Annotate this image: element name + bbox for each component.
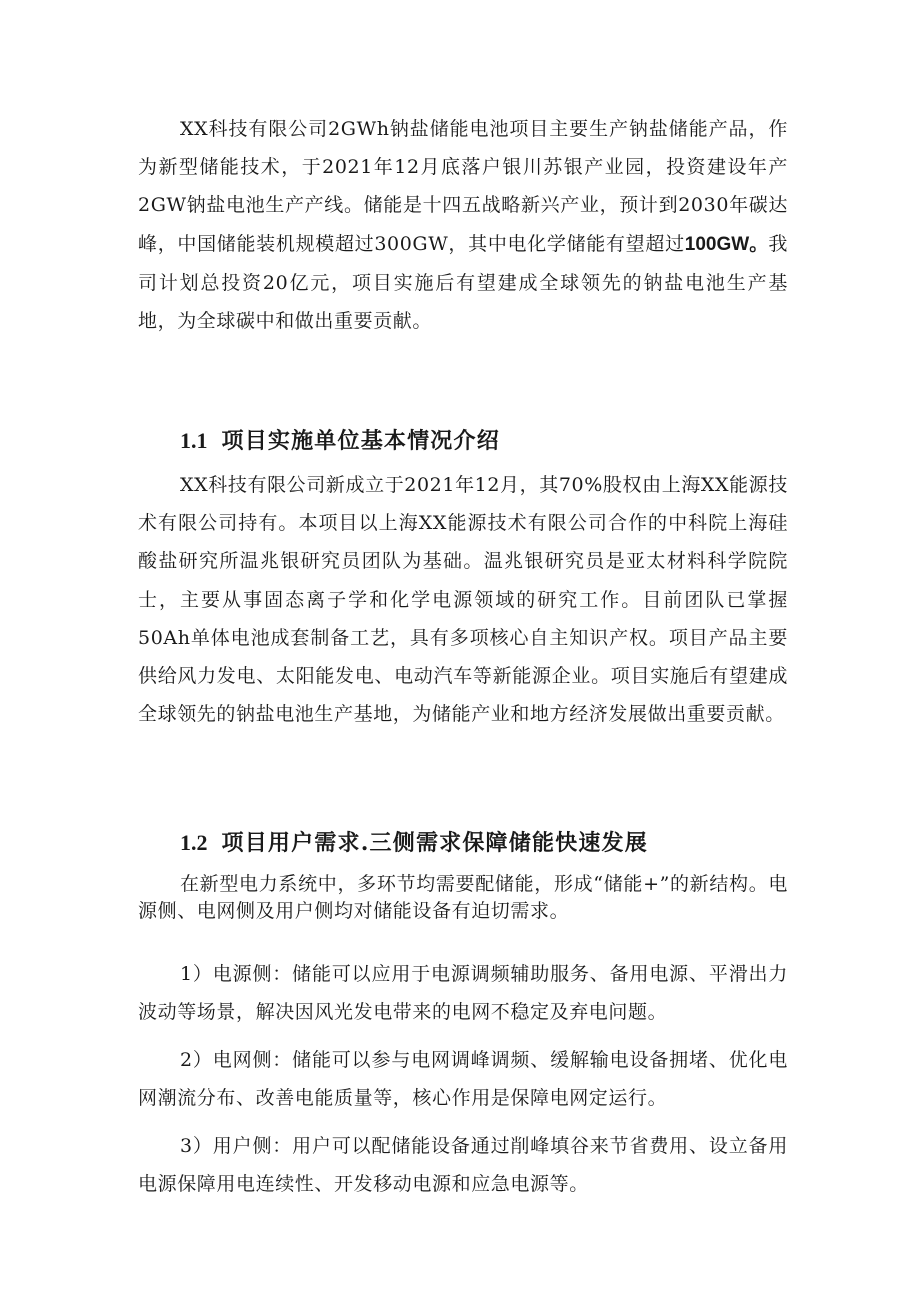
section-1-1-number: 1.1	[180, 428, 208, 453]
list-item-power-side: 1）电源侧：储能可以应用于电源调频辅助服务、备用电源、平滑出力波动等场景，解决因风光发电带来的电网不稳定及弃电问题。	[138, 963, 788, 1024]
section-1-2-intro: 在新型电力系统中，多环节均需要配储能，形成“储能+”的新结构。电源侧、电网侧及用户侧均对储能设备有迫切需求。	[138, 873, 788, 922]
section-1-1-title: 项目实施单位基本情况介绍	[221, 428, 500, 454]
intro-text-start: XX科技有限公司2GWh钠盐储能电池项目主要生产钠盐储能产品，作为新型储能技术，于2021年12月底落户银川苏银产业园，投资建设年产2GW钠盐电池生产产线。储能是十四五战略新兴产业，预计到2030年碳达峰，中国储能装机规模超过300GW，其中电化学储能有望超过	[138, 118, 788, 255]
section-1-2-number: 1.2	[180, 830, 208, 855]
section-1-1-body: XX科技有限公司新成立于2021年12月，其70%股权由上海XX能源技术有限公司持有。本项目以上海XX能源技术有限公司合作的中科院上海硅酸盐研究所温兆银研究员团队为基础。温兆银研究员是亚太材料科学院院士，主要从事固态离子学和化学电源领域的研究工作。目前团队已掌握50Ah单体电池成套制备工艺，具有多项核心自主知识产权。项目产品主要供给风力发电、太阳能发电、电动汽车等新能源企业。项目实施后有望建成全球领先的钠盐电池生产基地，为储能产业和地方经济发展做出重要贡献。	[138, 474, 788, 726]
section-1-2-title: 项目用户需求.三侧需求保障储能快速发展	[221, 830, 648, 856]
section-1-1-heading	[180, 424, 800, 455]
intro-paragraph	[138, 110, 788, 340]
intro-bold-figure: 100GW。	[684, 233, 769, 255]
list-item-user-side: 3）用户侧：用户可以配储能设备通过削峰填谷来节省费用、设立备用电源保障用电连续性、开发移动电源和应急电源等。	[138, 1135, 788, 1196]
intro-text-end: 我司计划总投资20亿元，项目实施后有望建成全球领先的钠盐电池生产基地，为全球碳中和做出重要贡献。	[138, 232, 788, 333]
section-1-2-heading	[180, 826, 800, 857]
list-item-grid-side: 2）电网侧：储能可以参与电网调峰调频、缓解输电设备拥堵、优化电网潮流分布、改善电能质量等，核心作用是保障电网定运行。	[138, 1049, 788, 1110]
